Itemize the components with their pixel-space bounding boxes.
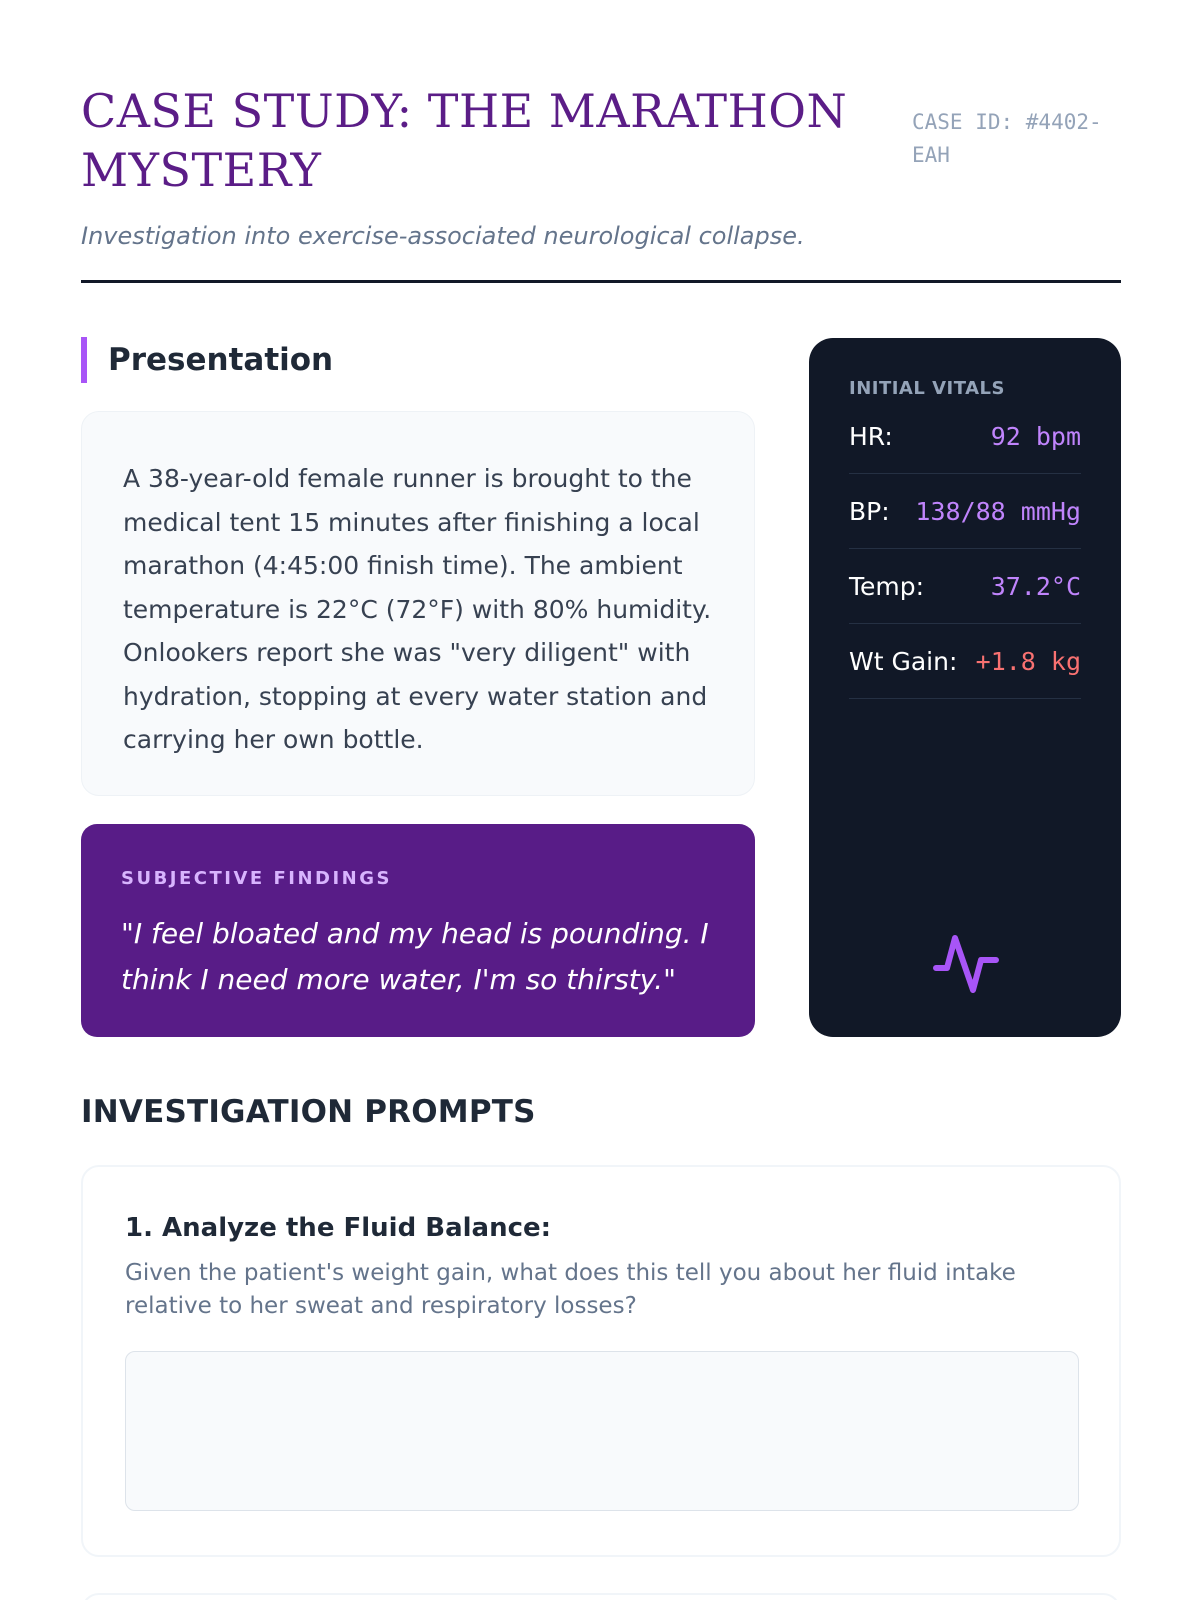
investigation-heading: INVESTIGATION PROMPTS <box>81 1094 536 1130</box>
prompt-description: Given the patient's weight gain, what does this tell you about her fluid intake relative to her sweat and respiratory losses? <box>125 1260 1016 1319</box>
vitals-title: INITIAL VITALS <box>849 378 1005 399</box>
vital-value: 37.2°C <box>990 571 1081 601</box>
next-prompt-card <box>81 1593 1121 1600</box>
page-subtitle: Investigation into exercise-associated neurological collapse. <box>81 222 805 250</box>
vital-row-hr <box>849 399 1081 474</box>
presentation-text: A 38-year-old female runner is brought to the medical tent 15 minutes after finishing a local marathon (4:45:00 finish time). The ambient temperature is 22°C (72°F) with 80% humidity. Onlookers report she was "very diligent" with hydration, stopping at every water station and carrying her own bottle. <box>123 464 712 754</box>
case-header <box>81 82 1121 250</box>
page-title: CASE STUDY: THE MARATHON MYSTERY <box>81 84 848 197</box>
activity-pulse-icon <box>933 930 999 996</box>
vital-row-bp <box>849 474 1081 549</box>
vital-label: HR: <box>849 421 893 451</box>
patient-quote: "I feel bloated and my head is pounding. I think I need more water, I'm so thirsty." <box>121 917 709 996</box>
vital-label: Temp: <box>849 571 925 601</box>
subjective-findings-label: SUBJECTIVE FINDINGS <box>121 868 392 889</box>
vital-label: BP: <box>849 496 890 526</box>
subjective-findings-card <box>81 824 755 1037</box>
vital-label: Wt Gain: <box>849 646 958 676</box>
vital-row-weight-gain <box>849 624 1081 699</box>
prompt-card <box>81 1165 1121 1557</box>
vital-value-alert: +1.8 kg <box>975 646 1081 676</box>
case-id: CASE ID: #4402-EAH <box>912 110 1102 167</box>
presentation-card <box>81 411 755 796</box>
vital-value: 138/88 mmHg <box>915 496 1081 526</box>
section-accent-bar <box>81 337 87 383</box>
vital-value: 92 bpm <box>990 421 1081 451</box>
header-divider <box>81 280 1121 283</box>
presentation-heading: Presentation <box>108 342 334 378</box>
answer-textarea[interactable] <box>125 1351 1079 1511</box>
presentation-heading-row <box>81 337 333 383</box>
vital-row-temp <box>849 549 1081 624</box>
prompt-title: 1. Analyze the Fluid Balance: <box>125 1213 552 1243</box>
